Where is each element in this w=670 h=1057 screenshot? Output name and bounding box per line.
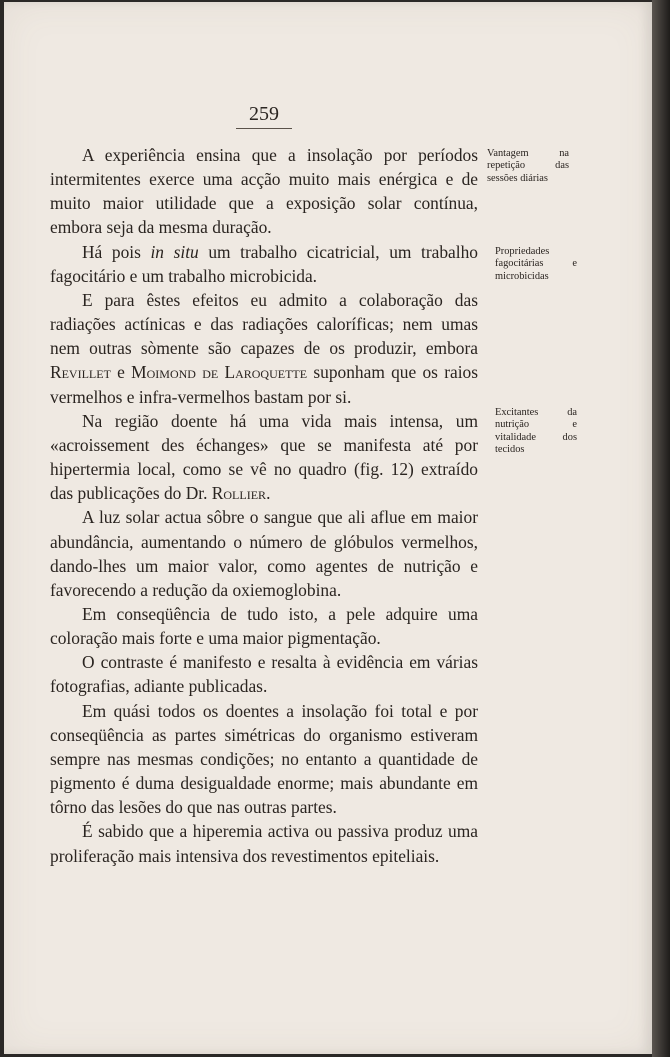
paragraph-5: A luz solar actua sôbre o sangue que ali aflue em maior abundância, aumentando o número de glóbulos vermelhos, dando-lhes um maior valor, como agentes de nutrição e favorecendo a redução da oxiemoglobina.	[50, 507, 478, 600]
latin-term: in situ	[150, 241, 199, 262]
body-text	[50, 143, 478, 868]
margin-note: Excitantes da nutrição e vitalidade dos tecidos	[495, 407, 577, 456]
page-number: 259	[249, 103, 279, 125]
paragraph-1: A experiência ensina que a insolação por períodos intermitentes exerce uma acção muito mais enérgica e de muito maior utilidade que a exposição solar contínua, embora seja da mesma duração.	[50, 145, 478, 238]
paragraph-2: Há pois in situ um trabalho cicatricial, um trabalho fagocitário e um trabalho microbicida.	[50, 241, 478, 286]
paragraph-3: E para êstes efeitos eu admito a colaboração das radiações actínicas e das radiações caloríficas; nem umas nem outras sòmente são capazes de os produzir, embora Revillet e Moimond de Laroquette suponham que os raios vermelhos e infra-vermelhos bastam por si.	[50, 289, 478, 407]
paragraph-9: É sabido que a hiperemia activa ou passiva produz uma proliferação mais intensiva dos revestimentos epiteliais.	[50, 821, 478, 866]
paragraph-6: Em conseqüência de tudo isto, a pele adquire uma coloração mais forte e uma maior pigmentação.	[50, 603, 478, 649]
margin-note: Propriedades fagocitárias e microbicidas	[495, 246, 577, 282]
book-edge	[652, 0, 670, 1057]
margin-note: Vantagem na repetição das sessões diárias	[487, 148, 569, 184]
paragraph-7: O contraste é manifesto e resalta à evidência em várias fotografias, adiante publicadas.	[50, 652, 478, 697]
paragraph-8: Em quási todos os doentes a insolação foi total e por conseqüência as partes simétricas do organismo estiveram sempre nas mesmas condições; no entanto a quantidade de pigmento é duma desigualdade enorme; mais abundante em tôrno das lesões do que nas outras partes.	[50, 700, 478, 818]
book-page	[4, 2, 652, 1054]
paragraph-4: Na região doente há uma vida mais intensa, um «acroissement des échanges» que se manifesta até por hipertermia local, como se vê no quadro (fig. 12) extraído das publicações do Dr. Rollier.	[50, 410, 478, 504]
page-number-rule	[236, 128, 292, 129]
author-name: Rollier	[211, 483, 267, 504]
author-name: Revillet	[50, 362, 111, 383]
author-name: Moimond de Laroquette	[131, 362, 308, 383]
